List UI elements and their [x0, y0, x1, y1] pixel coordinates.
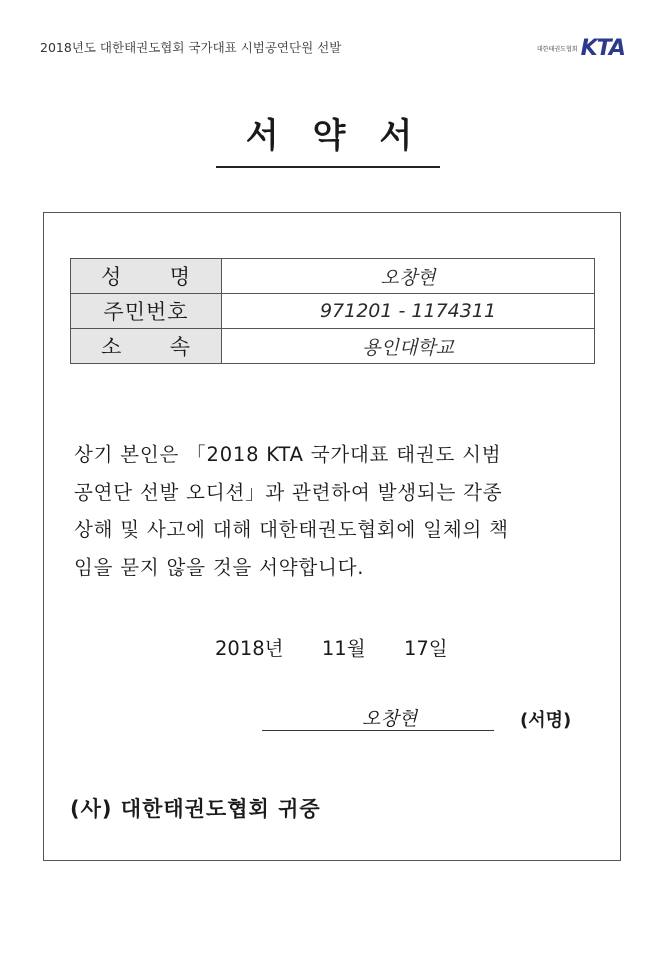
logo-mark: KTA [580, 36, 625, 61]
title-underline [216, 166, 440, 168]
signature-name: 오창현 [362, 708, 418, 730]
document-title: 서약서 [245, 116, 447, 156]
label-affiliation-b: 속 [169, 335, 191, 359]
pledge-line: 상해 및 사고에 대해 대한태권도협회에 일체의 책 [74, 518, 509, 541]
pledge-line: 공연단 선발 오디션」과 관련하여 발생되는 각종 [74, 480, 503, 504]
date-day: 17일 [403, 637, 448, 660]
date-year: 2018년 [215, 637, 284, 660]
logo-text: 대한태권도협회 [537, 46, 578, 53]
recipient-organization: (사) 대한태권도협회 귀중 [70, 797, 321, 821]
date-month: 11월 [321, 637, 366, 660]
label-name [71, 259, 222, 294]
table-row-name [71, 259, 595, 294]
value-affiliation: 용인대학교 [222, 329, 595, 364]
value-name: 오창현 [222, 259, 595, 294]
label-id: 주민번호 [71, 294, 222, 329]
table-row-id [71, 294, 595, 329]
pledge-line: 임을 묻지 않을 것을 서약합니다. [74, 555, 365, 579]
header-text: 2018년도 대한태권도협회 국가대표 시범공연단원 선발 [40, 40, 342, 55]
label-affiliation-a: 소 [101, 335, 123, 359]
label-name-a: 성 [101, 265, 123, 289]
label-name-b: 명 [169, 265, 191, 289]
kta-logo [537, 36, 625, 61]
signature-row [262, 700, 602, 740]
pledge-date [215, 633, 448, 661]
table-row-affiliation [71, 329, 595, 364]
pledge-line: 상기 본인은 「2018 KTA 국가대표 태권도 시범 [74, 443, 502, 466]
label-affiliation [71, 329, 222, 364]
signature-seal-label: (서명) [520, 710, 572, 731]
pledge-body [74, 436, 594, 586]
value-id: 971201 - 1174311 [222, 294, 595, 329]
info-table [70, 258, 595, 364]
